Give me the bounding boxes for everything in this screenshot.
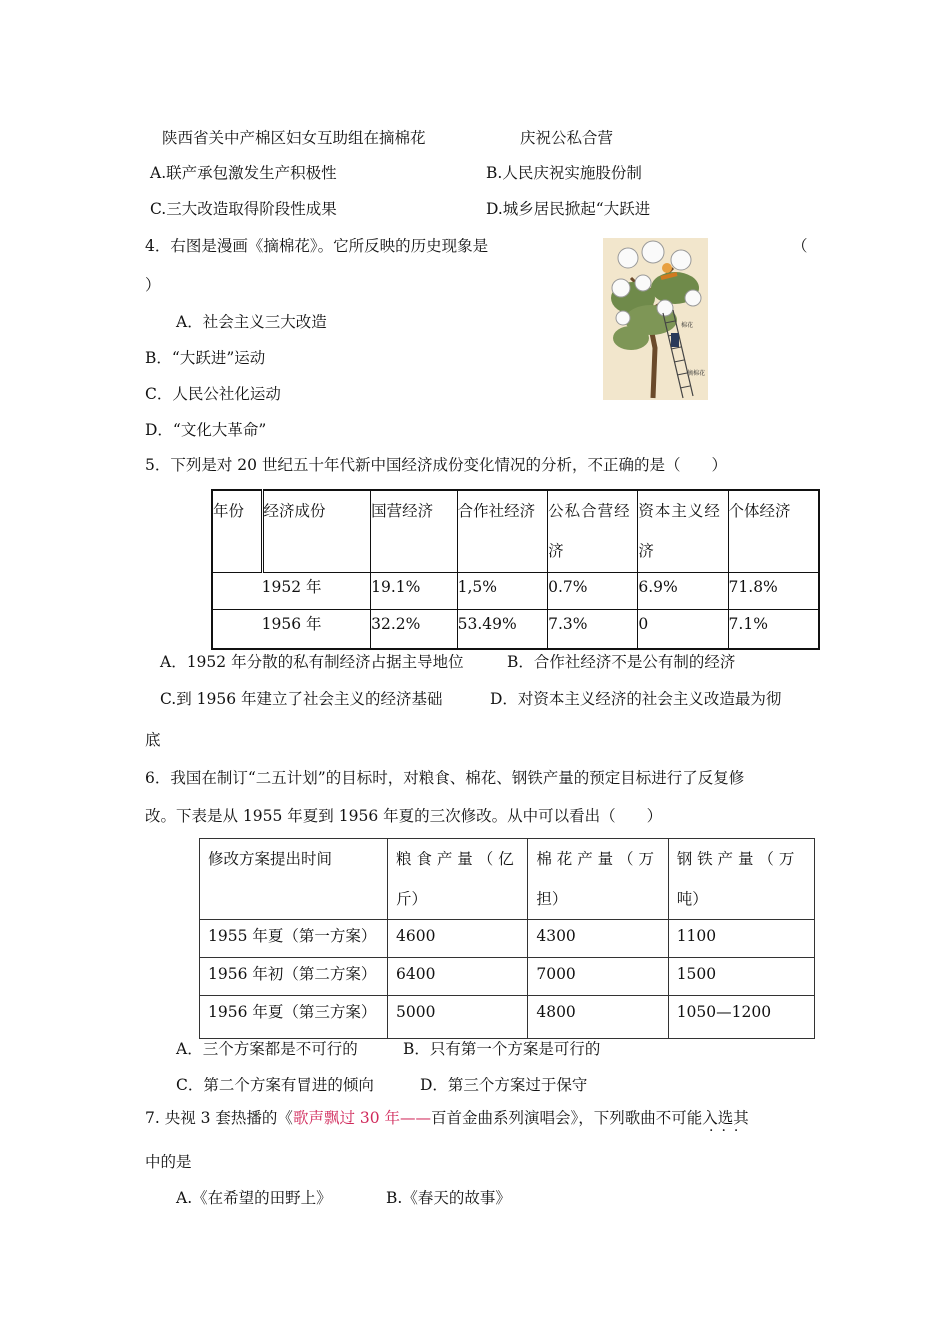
- header-pp: [548, 490, 638, 572]
- table-row: [212, 572, 819, 609]
- q6-stem-line2: 改。下表是从 1955 年夏到 1956 年夏的三次修改。从中可以看出（ ）: [145, 807, 663, 825]
- row-coop: 1,5%: [457, 572, 548, 609]
- q7-stem-line1: [145, 1108, 749, 1128]
- q4-paren-close: ）: [145, 276, 161, 294]
- header-time: 修改方案提出时间: [200, 839, 388, 920]
- q6-option-c: C．第二个方案有冒进的倾向: [176, 1076, 374, 1094]
- header-component: 经济成份: [262, 490, 371, 572]
- row-steel: 1100: [668, 920, 814, 958]
- row-steel: 1500: [668, 958, 814, 996]
- header-cotton: [528, 839, 668, 920]
- emphasis-dots: ···: [709, 1123, 747, 1139]
- cartoon-label-1: 棉花: [681, 322, 694, 329]
- q7-stem-pre: 7. 央视 3 套热播的《: [145, 1109, 293, 1127]
- row-grain: 5000: [388, 996, 528, 1039]
- q6-option-a: A．三个方案都是不可行的: [176, 1040, 358, 1058]
- row-state: 19.1%: [371, 572, 457, 609]
- header-pp-line2: 济: [548, 542, 564, 560]
- row-coop: 53.49%: [457, 609, 548, 649]
- q5-option-d-cont: 底: [145, 731, 161, 749]
- q6-stem-line1: 6．我国在制订“二五计划”的目标时，对粮食、棉花、钢铁产量的预定目标进行了反复修: [145, 769, 745, 787]
- table-row: [200, 920, 815, 958]
- header-individual: 个体经济: [728, 490, 819, 572]
- row-pp: 7.3%: [548, 609, 638, 649]
- q7-option-a: A.《在希望的田野上》: [176, 1189, 332, 1207]
- economy-table: [211, 489, 820, 650]
- q3-option-d: D.城乡居民掀起“大跃进: [486, 200, 651, 218]
- row-individual: 71.8%: [728, 572, 819, 609]
- table-row: [200, 996, 815, 1039]
- row-cotton: 4800: [528, 996, 668, 1039]
- q6-option-b: B．只有第一个方案是可行的: [403, 1040, 601, 1058]
- row-time: 1956 年初（第二方案）: [200, 958, 388, 996]
- table-header-row: [200, 839, 815, 920]
- q4-option-a: A．社会主义三大改造: [176, 313, 327, 331]
- q5-option-c: C.到 1956 年建立了社会主义的经济基础: [160, 690, 443, 708]
- plan-table: [199, 838, 815, 1039]
- q3-option-a: A.联产承包激发生产积极性: [150, 164, 337, 182]
- row-state: 32.2%: [371, 609, 457, 649]
- q4-paren-open: （: [792, 237, 808, 255]
- row-grain: 4600: [388, 920, 528, 958]
- table-row: [200, 958, 815, 996]
- q7-stem-emph: 不可能: [655, 1109, 703, 1127]
- q4-stem: 4．右图是漫画《摘棉花》。它所反映的历史现象是: [145, 237, 489, 255]
- table-header-row: [212, 490, 819, 572]
- q4-option-c: C．人民公社化运动: [145, 385, 281, 403]
- caption-right: 庆祝公私合营: [520, 129, 614, 147]
- row-time: 1955 年夏（第一方案）: [200, 920, 388, 958]
- q4-option-b: B．“大跃进”运动: [145, 349, 266, 367]
- q7-stem-post: 入选其: [702, 1109, 749, 1127]
- header-cotton-line2: 担）: [536, 890, 568, 908]
- header-grain-line1: 粮 食 产 量 （ 亿: [396, 850, 514, 868]
- header-coop: 合作社经济: [457, 490, 548, 572]
- q5-option-a: A．1952 年分散的私有制经济占据主导地位: [160, 653, 464, 671]
- row-cap: 6.9%: [638, 572, 728, 609]
- row-year: 1956 年: [212, 609, 371, 649]
- header-steel-line2: 吨）: [676, 890, 708, 908]
- row-individual: 7.1%: [728, 609, 819, 649]
- q7-stem-mid: 百首金曲系列演唱会》，下列歌曲: [431, 1109, 656, 1127]
- header-grain: [388, 839, 528, 920]
- q7-option-b: B.《春天的故事》: [386, 1189, 511, 1207]
- row-year: 1952 年: [212, 572, 371, 609]
- q5-stem: 5．下列是对 20 世纪五十年代新中国经济成份变化情况的分析，不正确的是（ ）: [145, 456, 727, 474]
- q7-stem-red: 歌声飘过 30 年——: [292, 1109, 432, 1127]
- header-cap-line1: 资本主义经: [638, 502, 721, 520]
- header-cap: [638, 490, 728, 572]
- cotton-picking-cartoon: [603, 238, 708, 400]
- row-cotton: 7000: [528, 958, 668, 996]
- row-cap: 0: [638, 609, 728, 649]
- q3-option-b: B.人民庆祝实施股份制: [486, 164, 642, 182]
- row-steel: 1050—1200: [668, 996, 814, 1039]
- caption-left: 陕西省关中产棉区妇女互助组在摘棉花: [162, 129, 426, 147]
- header-state: 国营经济: [371, 490, 457, 572]
- q4-option-d: D．“文化大革命”: [145, 421, 267, 439]
- row-grain: 6400: [388, 958, 528, 996]
- q7-stem-line2: 中的是: [145, 1153, 192, 1171]
- header-steel-line1: 钢 铁 产 量 （ 万: [676, 850, 795, 868]
- q6-option-d: D．第三个方案过于保守: [420, 1076, 588, 1094]
- q5-option-d: D．对资本主义经济的社会主义改造最为彻: [490, 690, 782, 708]
- header-grain-line2: 斤）: [396, 890, 428, 908]
- q5-option-b: B．合作社经济不是公有制的经济: [507, 653, 736, 671]
- header-year: 年份: [212, 490, 262, 572]
- q3-option-c: C.三大改造取得阶段性成果: [150, 200, 337, 218]
- cartoon-label-2: 摘棉花: [687, 370, 706, 377]
- header-pp-line1: 公私合营经: [548, 502, 631, 520]
- table-row: [212, 609, 819, 649]
- header-steel: [668, 839, 814, 920]
- row-cotton: 4300: [528, 920, 668, 958]
- header-cap-line2: 济: [638, 542, 654, 560]
- row-time: 1956 年夏（第三方案）: [200, 996, 388, 1039]
- row-pp: 0.7%: [548, 572, 638, 609]
- header-cotton-line1: 棉 花 产 量 （ 万: [536, 850, 654, 868]
